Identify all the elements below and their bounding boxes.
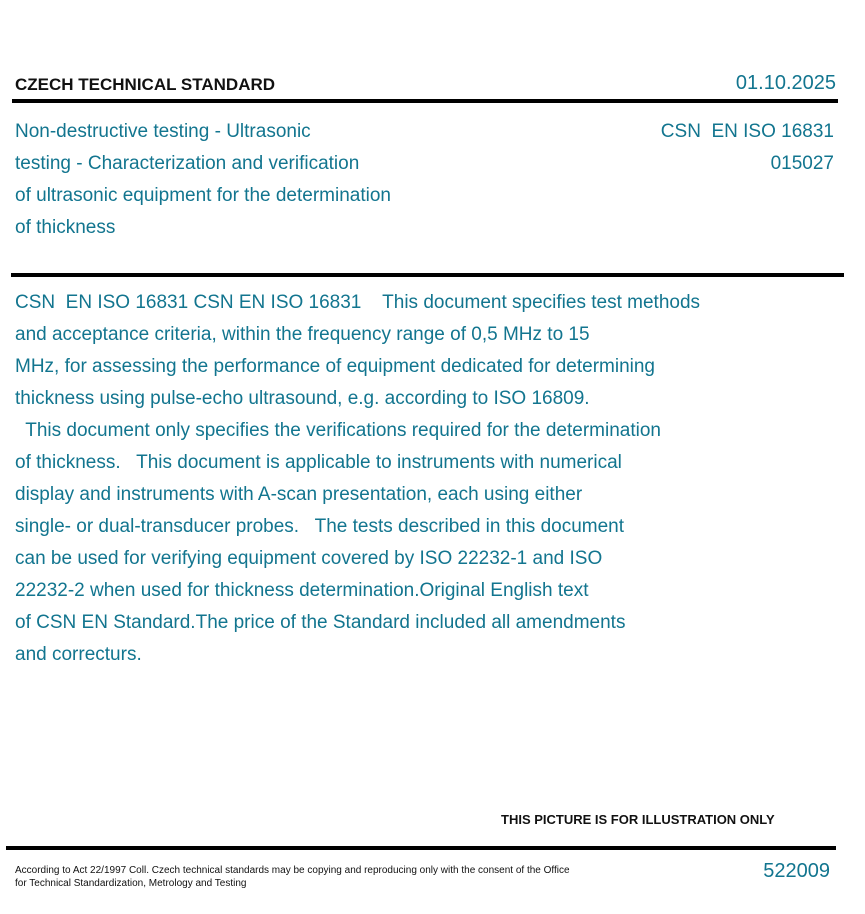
header-date: 01.10.2025 [735, 72, 836, 94]
section-rule [11, 273, 844, 277]
abstract-text [15, 287, 835, 671]
abstract-line: can be used for verifying equipment covered by ISO 22232-1 and ISO [15, 548, 603, 569]
standard-number: CSN EN ISO 16831 [660, 121, 834, 142]
class-code: 015027 [770, 153, 834, 174]
footer-note-line: for Technical Standardization, Metrology and Testing [15, 878, 247, 889]
document-code [661, 116, 834, 180]
header-rule [12, 99, 838, 103]
document-title [15, 116, 455, 244]
abstract-line: display and instruments with A-scan presentation, each using either [15, 484, 583, 505]
footer-code: 522009 [763, 860, 830, 882]
document-title-line: Non-destructive testing - Ultrasonic [15, 121, 311, 142]
abstract-line: of CSN EN Standard.The price of the Standard included all amendments [15, 612, 626, 633]
abstract-line: 22232-2 when used for thickness determination.Original English text [15, 580, 589, 601]
abstract-line: and correcturs. [15, 644, 142, 665]
abstract-line: thickness using pulse-echo ultrasound, e.g. according to ISO 16809. [15, 388, 590, 409]
abstract-line: and acceptance criteria, within the frequency range of 0,5 MHz to 15 [15, 324, 590, 345]
document-title-line: of thickness [15, 217, 116, 238]
footer-rule [6, 846, 836, 850]
abstract-line: CSN EN ISO 16831 CSN EN ISO 16831 This document specifies test methods [15, 292, 701, 313]
abstract-line: of thickness. This document is applicable to instruments with numerical [15, 452, 622, 473]
abstract-line: This document only specifies the verifications required for the determination [15, 420, 661, 441]
abstract-line: MHz, for assessing the performance of equipment dedicated for determining [15, 356, 655, 377]
document-title-line: of ultrasonic equipment for the determination [15, 185, 391, 206]
illustration-notice: THIS PICTURE IS FOR ILLUSTRATION ONLY [501, 812, 775, 827]
header-title: CZECH TECHNICAL STANDARD [15, 75, 276, 94]
document-title-line: testing - Characterization and verification [15, 153, 360, 174]
abstract-line: single- or dual-transducer probes. The tests described in this document [15, 516, 625, 537]
footer-legal-note [15, 864, 570, 890]
footer-note-line: According to Act 22/1997 Coll. Czech technical standards may be copying and reproducing only with the consent of the Office [15, 865, 570, 876]
